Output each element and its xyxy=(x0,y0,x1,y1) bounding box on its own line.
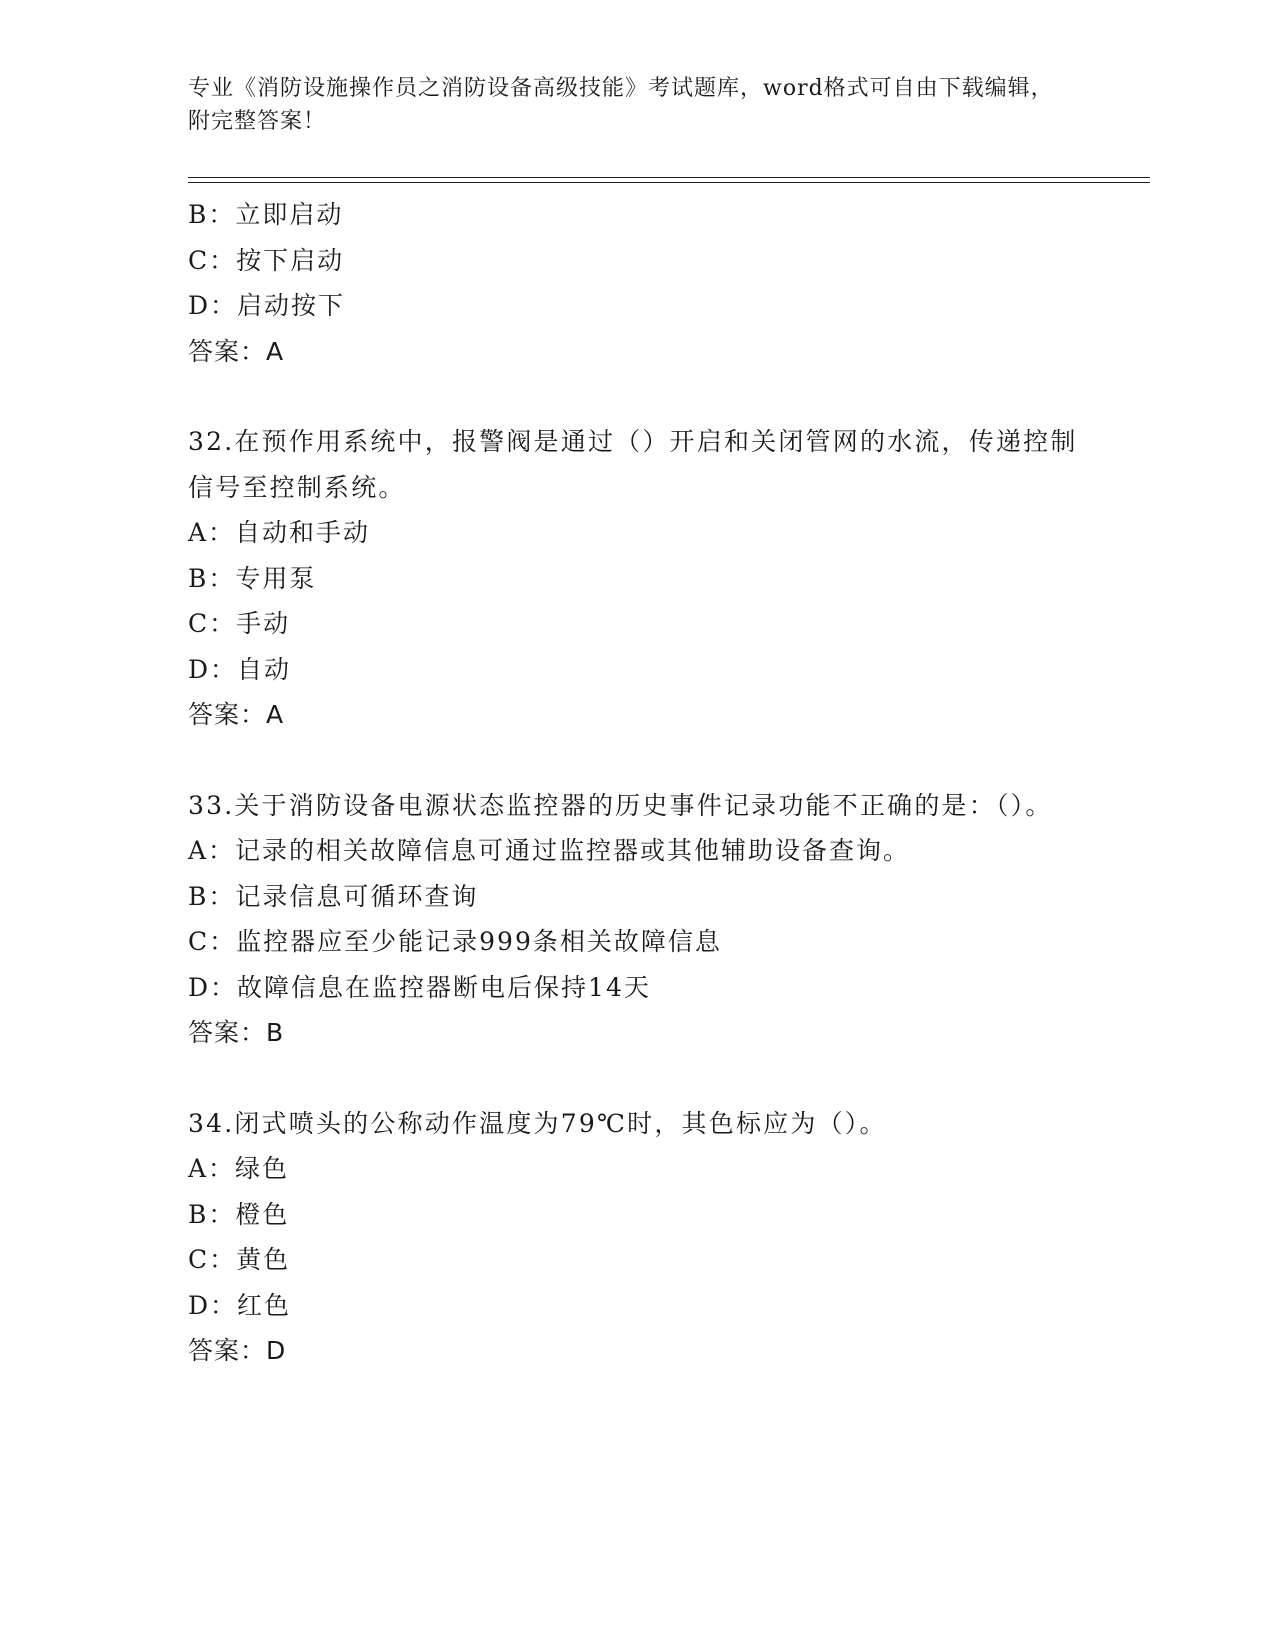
option-d: D：红色 xyxy=(188,1290,292,1320)
option-b: B：橙色 xyxy=(188,1199,290,1229)
option-d: D：自动 xyxy=(188,654,292,684)
header-rule-top xyxy=(188,177,1150,178)
spacer xyxy=(188,738,1088,783)
question-text: 34.闭式喷头的公称动作温度为79℃时，其色标应为（）。 xyxy=(188,1108,887,1138)
option-b: B：专用泵 xyxy=(188,563,317,593)
option-b: B：记录信息可循环查询 xyxy=(188,881,479,911)
option-b: B：立即启动 xyxy=(188,200,344,229)
header-text: 专业《消防设施操作员之消防设备高级技能》考试题库，word格式可自由下载编辑，附完整答案！ xyxy=(188,76,1054,134)
option-c: C：按下启动 xyxy=(188,245,345,275)
answer: 答案：A xyxy=(188,700,285,729)
option-c: C：手动 xyxy=(188,609,291,638)
option-c: C：黄色 xyxy=(188,1245,291,1274)
question-text: 32.在预作用系统中，报警阀是通过（）开启和关闭管网的水流，传递控制信号至控制系统。 xyxy=(188,427,1078,502)
question-33 xyxy=(188,783,1088,1056)
answer: 答案：A xyxy=(188,336,285,366)
question-text: 33.关于消防设备电源状态监控器的历史事件记录功能不正确的是：（）。 xyxy=(188,790,1053,820)
answer: 答案：B xyxy=(188,1018,285,1047)
option-d: D：故障信息在监控器断电后保持14天 xyxy=(188,972,651,1002)
spacer xyxy=(188,1056,1088,1101)
spacer xyxy=(188,374,1088,419)
question-32 xyxy=(188,419,1088,738)
option-a: A：绿色 xyxy=(188,1154,290,1183)
option-c: C：监控器应至少能记录999条相关故障信息 xyxy=(188,927,722,956)
option-a: A：自动和手动 xyxy=(188,518,371,547)
document-body xyxy=(188,192,1088,1374)
option-a: A：记录的相关故障信息可通过监控器或其他辅助设备查询。 xyxy=(188,836,911,865)
option-d: D：启动按下 xyxy=(188,291,346,320)
answer: 答案：D xyxy=(188,1336,287,1365)
question-34 xyxy=(188,1101,1088,1374)
partial-question xyxy=(188,192,1088,374)
header-rule-bottom xyxy=(188,182,1150,183)
